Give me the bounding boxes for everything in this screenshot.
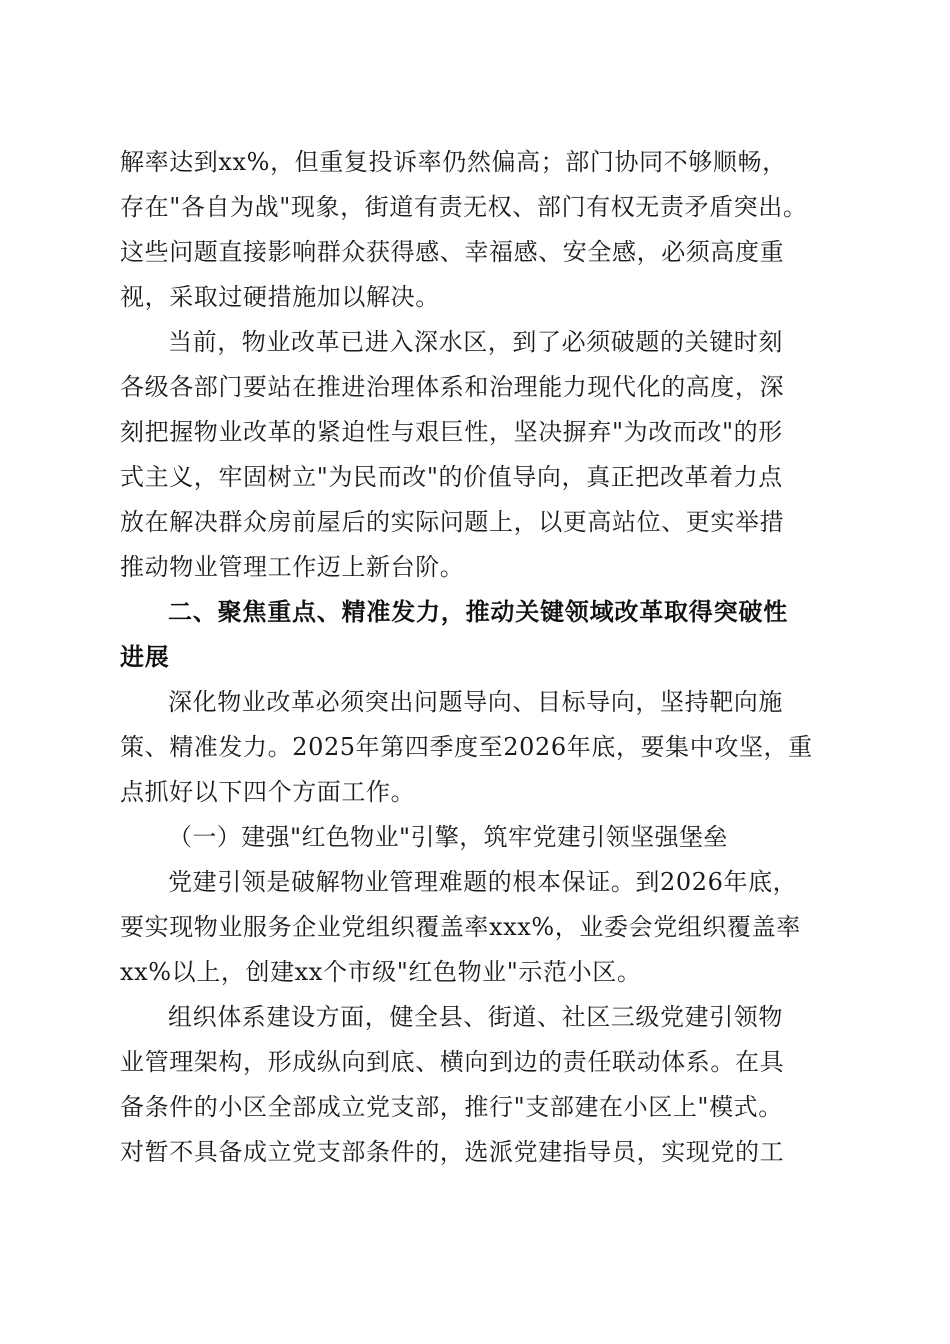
- paragraph-first-line: 党建引领是破解物业管理难题的根本保证。到2026年底，: [168, 868, 798, 896]
- text-line: 要实现物业服务企业党组织覆盖率xxx%，业委会党组织覆盖率: [120, 913, 801, 941]
- text-line: 业管理架构，形成纵向到底、横向到边的责任联动体系。在具: [120, 1048, 785, 1076]
- paragraph-first-line: 深化物业改革必须突出问题导向、目标导向，坚持靶向施: [168, 688, 783, 716]
- text-line: 策、精准发力。2025年第四季度至2026年底，要集中攻坚，重: [120, 733, 813, 761]
- text-line: 解率达到xx%，但重复投诉率仍然偏高；部门协同不够顺畅，: [120, 148, 787, 176]
- paragraph-first-line: 组织体系建设方面，健全县、街道、社区三级党建引领物: [168, 1003, 783, 1031]
- text-line: 式主义，牢固树立"为民而改"的价值导向，真正把改革着力点: [120, 463, 783, 491]
- subsection-heading: （一）建强"红色物业"引擎，筑牢党建引领坚强堡垒: [168, 823, 728, 851]
- text-line: 放在解决群众房前屋后的实际问题上，以更高站位、更实举措: [120, 508, 785, 536]
- text-line: 各级各部门要站在推进治理体系和治理能力现代化的高度，深: [120, 373, 785, 401]
- text-line: 对暂不具备成立党支部条件的，选派党建指导员，实现党的工: [120, 1138, 785, 1166]
- section-heading: 二、聚焦重点、精准发力，推动关键领域改革取得突破性: [168, 598, 788, 626]
- text-line: 存在"各自为战"现象，街道有责无权、部门有权无责矛盾突出。: [120, 193, 808, 221]
- text-line: 推动物业管理工作迈上新台阶。: [120, 553, 465, 581]
- text-line: 备条件的小区全部成立党支部，推行"支部建在小区上"模式。: [120, 1093, 783, 1121]
- text-line: xx%以上，创建xx个市级"红色物业"示范小区。: [120, 958, 642, 986]
- section-heading-continued: 进展: [120, 643, 170, 671]
- text-line: 刻把握物业改革的紧迫性与艰巨性，坚决摒弃"为改而改"的形: [120, 418, 783, 446]
- text-line: 点抓好以下四个方面工作。: [120, 778, 416, 806]
- text-line: 视，采取过硬措施加以解决。: [120, 283, 440, 311]
- text-line: 这些问题直接影响群众获得感、幸福感、安全感，必须高度重: [120, 238, 785, 266]
- paragraph-first-line: 当前，物业改革已进入深水区，到了必须破题的关键时刻: [168, 328, 783, 356]
